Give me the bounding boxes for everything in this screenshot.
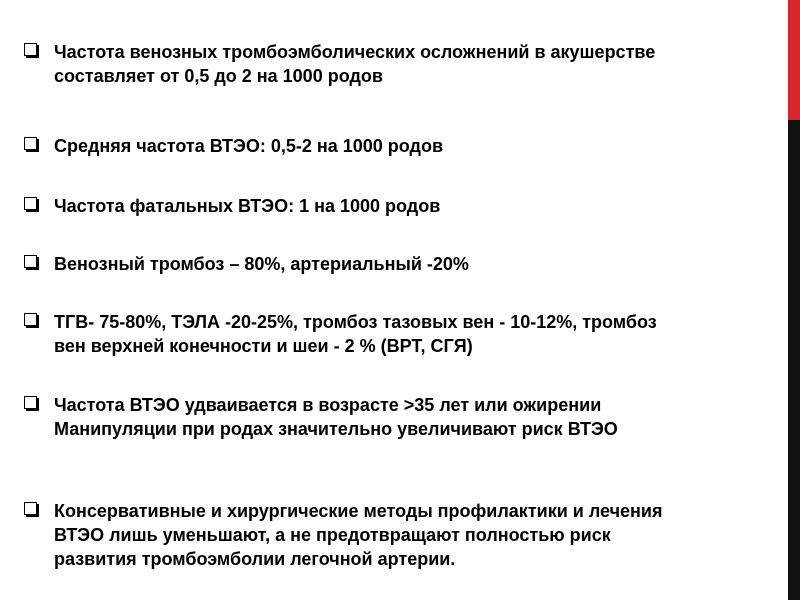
bullet-text bbox=[54, 40, 754, 88]
bullet-line: ТГВ- 75-80%, ТЭЛА -20-25%, тромбоз тазовых вен - 10-12%, тромбоз bbox=[54, 312, 657, 332]
checkbox-icon bbox=[24, 396, 37, 409]
accent-bar-black bbox=[788, 120, 800, 600]
bullet-text bbox=[54, 194, 754, 218]
bullet-text bbox=[54, 252, 754, 276]
bullet-line: Частота фатальных ВТЭО: 1 на 1000 родов bbox=[54, 196, 441, 216]
checkbox-icon bbox=[24, 137, 37, 150]
bullet-text bbox=[54, 310, 754, 358]
bullet-line: Средняя частота ВТЭО: 0,5-2 на 1000 родов bbox=[54, 136, 444, 156]
bullet-line: ВТЭО лишь уменьшают, а не предотвращают полностью риск bbox=[54, 525, 611, 545]
bullet-text bbox=[54, 134, 754, 158]
bullet-line: развития тромбоэмболии легочной артерии. bbox=[54, 549, 456, 569]
bullet-line: Манипуляции при родах значительно увеличивают риск ВТЭО bbox=[54, 419, 618, 439]
checkbox-icon bbox=[24, 502, 37, 515]
checkbox-icon bbox=[24, 255, 37, 268]
bullet-line: Консервативные и хирургические методы профилактики и лечения bbox=[54, 501, 663, 521]
bullet-line: Частота ВТЭО удваивается в возрасте >35 лет или ожирении bbox=[54, 395, 602, 415]
bullet-line: составляет от 0,5 до 2 на 1000 родов bbox=[54, 66, 383, 86]
bullet-line: Частота венозных тромбоэмболических осложнений в акушерстве bbox=[54, 42, 656, 62]
bullet-line: вен верхней конечности и шеи - 2 % (ВРТ, СГЯ) bbox=[54, 336, 473, 356]
bullet-text bbox=[54, 499, 754, 571]
bullet-text bbox=[54, 393, 754, 441]
checkbox-icon bbox=[24, 197, 37, 210]
checkbox-icon bbox=[24, 43, 37, 56]
checkbox-icon bbox=[24, 313, 37, 326]
accent-bar-red bbox=[788, 0, 800, 120]
bullet-line: Венозный тромбоз – 80%, артериальный -20% bbox=[54, 254, 469, 274]
